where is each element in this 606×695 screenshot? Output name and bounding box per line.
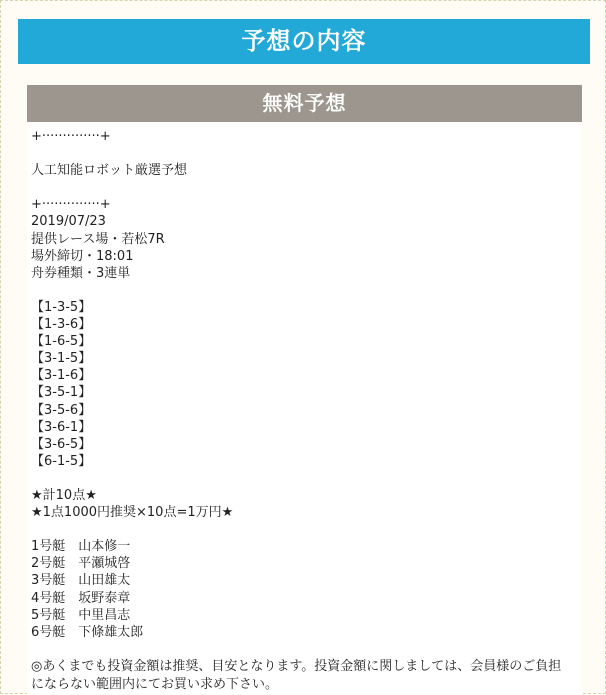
spacer <box>31 179 582 196</box>
spacer <box>31 282 582 299</box>
combination-item: 【3-5-6】 <box>31 402 92 418</box>
recommended-stake: ★1点1000円推奨×10点=1万円★ <box>31 505 234 521</box>
spacer <box>31 145 582 162</box>
spacer <box>31 641 582 658</box>
spacer <box>31 521 582 538</box>
combination-item: 【3-6-5】 <box>31 436 92 452</box>
spacer <box>31 470 582 487</box>
divider-bottom: +··············+ <box>31 197 111 213</box>
combination-item: 【3-1-5】 <box>31 351 92 367</box>
divider-top: +··············+ <box>31 129 111 144</box>
boat-entry: 1号艇 山本修一 <box>31 539 131 555</box>
total-points: ★計10点★ <box>31 487 97 503</box>
combination-item: 【1-6-5】 <box>31 334 92 350</box>
investment-note: ◎あくまでも投資金額は推奨、目安となります。投資金額に関しましては、会員様のご負担にならない範囲内にてお買い求め下さい。 <box>31 658 562 692</box>
boat-entry: 2号艇 平瀬城啓 <box>31 556 131 572</box>
race-venue: 提供レース場・若松7R <box>31 231 165 247</box>
combination-item: 【3-6-1】 <box>31 419 92 435</box>
combination-item: 【1-3-5】 <box>31 299 92 315</box>
combination-list <box>31 299 582 470</box>
combination-item: 【6-1-5】 <box>31 453 92 469</box>
boat-entry: 6号艇 下條雄太郎 <box>31 624 144 640</box>
combination-item: 【1-3-6】 <box>31 317 92 333</box>
ticket-type: 舟券種類・3連単 <box>31 265 131 281</box>
race-date: 2019/07/23 <box>31 214 106 230</box>
boat-entry: 4号艇 坂野泰章 <box>31 590 131 606</box>
boat-entry: 5号艇 中里昌志 <box>31 607 131 623</box>
page-title: 予想の内容 <box>18 19 590 64</box>
prediction-content <box>27 122 582 695</box>
prediction-heading: 人工知能ロボット厳選予想 <box>31 163 188 179</box>
boat-list <box>31 538 582 641</box>
boat-entry: 3号艇 山田雄太 <box>31 573 131 589</box>
section-title-free-prediction: 無料予想 <box>27 85 582 122</box>
combination-item: 【3-5-1】 <box>31 385 92 401</box>
combination-item: 【3-1-6】 <box>31 368 92 384</box>
race-deadline: 場外締切・18:01 <box>31 248 134 264</box>
